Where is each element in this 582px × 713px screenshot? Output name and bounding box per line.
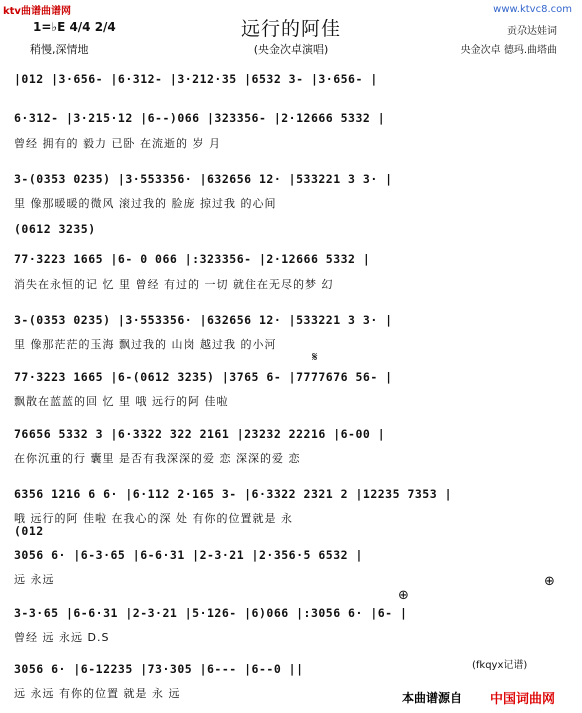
lyric-line: 远 永远 有你的位置 就是 永 远 [14,687,181,700]
score-line: 3-(0353 0235) |3·553356· |632656 12· |533221 3 3· | [14,172,393,186]
lyricist-credit: 贡尕达娃词 [507,26,557,37]
lyric-line: 里 像那茫茫的玉海 飘过我的 山岗 越过我 的小河 [14,338,277,351]
footer-site-logo: 中国词曲网 [490,692,556,707]
lyric-line: 消失在永恒的记 忆 里 曾经 有过的 一切 就住在无尽的梦 幻 [14,278,334,291]
tempo-marking: 稍慢,深情地 [30,43,89,56]
score-line: 6356 1216 6 6· |6·112 2·165 3- |6·3322 2321 2 |12235 7353 | [14,487,452,501]
score-line: 3-(0353 0235) |3·553356· |632656 12· |533221 3 3· | [14,313,393,327]
score-line: 3056 6· |6-3·65 |6-6·31 |2-3·21 |2·356·5 6532 | [14,548,363,562]
song-title: 远行的阿佳 [240,18,341,40]
segno-icon: 𝄋 [312,350,318,365]
lyric-line: 在你沉重的行 囊里 是否有我深深的爱 恋 深深的爱 恋 [14,452,301,465]
score-line: 77·3223 1665 |6- 0 066 |:323356- |2·12666 5332 | [14,252,371,266]
lyric-line: 飘散在蓝蓝的回 忆 里 哦 远行的阿 佳啦 [14,395,229,408]
song-subtitle: (央金次卓演唱) [253,43,329,56]
score-line: 77·3223 1665 |6-(0612 3235) |3765 6- |7777676 56- | [14,370,393,384]
lyric-line: 哦 远行的阿 佳啦 在我心的深 处 有你的位置就是 永 [14,512,293,525]
score-line: 3-3·65 |6-6·31 |2-3·21 |5·126- |6)066 |:3056 6· |6- | [14,606,408,620]
score-line: 76656 5332 3 |6·3322 322 2161 |23232 22216 |6-00 | [14,427,386,441]
score-line: 3056 6· |6-12235 |73·305 |6--- |6--0 || [14,662,304,676]
score-line: (0612 3235) [14,222,96,236]
score-line: 6·312- |3·215·12 |6--)066 |323356- |2·12666 5332 | [14,111,386,125]
composer-credit: 央金次卓 德玛.曲塔曲 [460,45,557,56]
coda-icon: ⊕ [398,588,409,603]
lyric-line: 曾经 远 永远 D.S [14,631,110,644]
transcriber-credit: (fkqyx记谱) [472,660,528,671]
site-watermark-right: www.ktvc8.com [493,4,572,15]
score-line: |012 |3·656- |6·312- |3·212·35 |6532 3- |3·656- | [14,72,378,86]
score-line: (012 [14,524,44,538]
lyric-line: 远 永远 [14,573,55,586]
footer-source-label: 本曲谱源自 [402,691,463,705]
lyric-line: 里 像那暖暖的微风 滚过我的 脸庞 掠过我 的心间 [14,197,277,210]
key-signature: 1=♭E 4/4 2/4 [33,20,116,34]
coda-icon: ⊕ [544,574,555,589]
site-watermark-left: ktv曲谱曲谱网 [3,6,71,17]
lyric-line: 曾经 拥有的 毅力 已卧 在流逝的 岁 月 [14,137,221,150]
